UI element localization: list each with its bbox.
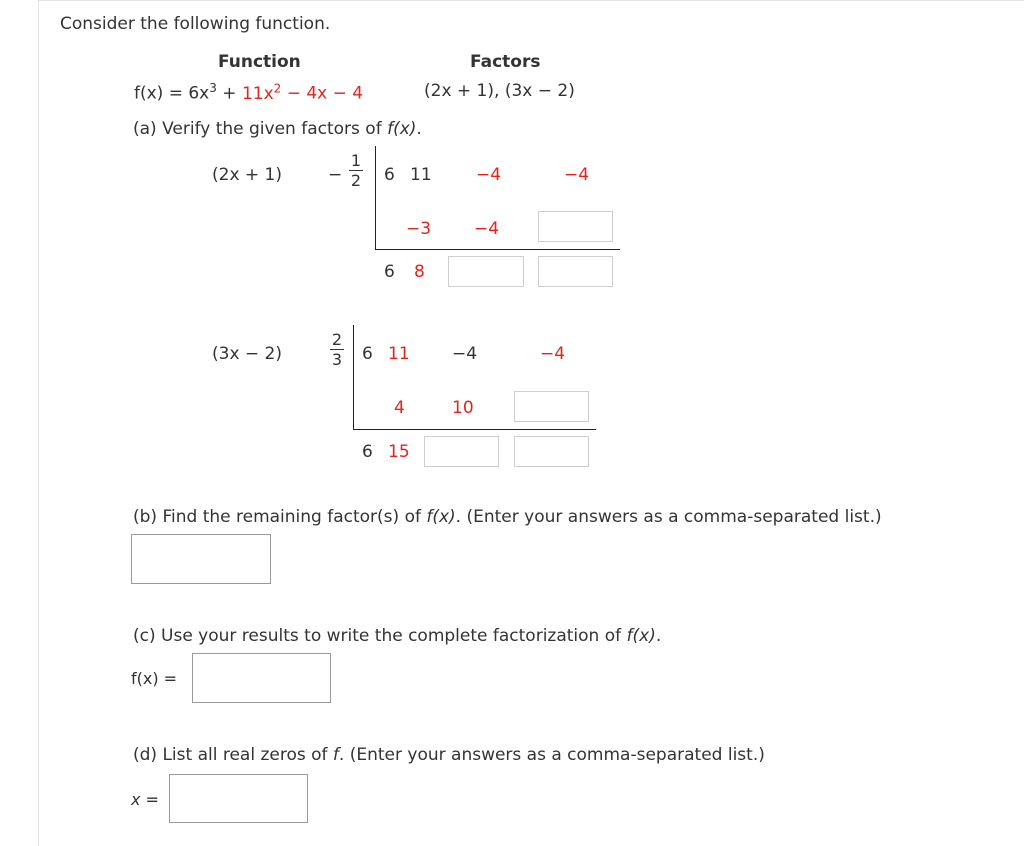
part-c-prompt: (c) Use your results to write the complete factorization of f(x). <box>133 626 662 646</box>
function-expression: $f(x) = 6x^3 + 11x^2 - 4x - 4$ <box>134 81 364 104</box>
div2-row3-input-3[interactable] <box>514 436 589 467</box>
part-c-label: f(x) = <box>131 669 178 688</box>
intro-text: Consider the following function. <box>60 14 331 34</box>
div1-row3-1: 8 <box>414 262 425 282</box>
zeros-input[interactable] <box>169 774 308 823</box>
div2-row2-input-3[interactable] <box>514 391 589 422</box>
factors-header: Factors <box>470 52 541 72</box>
part-d-label: x = <box>131 790 159 809</box>
div2-coef-1: 11 <box>388 344 410 364</box>
div1-row3-input-3[interactable] <box>538 256 613 287</box>
part-b-prompt: (b) Find the remaining factor(s) of f(x). (Enter your answers as a comma-separated list.) <box>133 507 882 527</box>
factorization-input[interactable] <box>192 653 331 703</box>
div2-divisor-fraction: 2 3 <box>331 330 343 369</box>
div1-coef-3: −4 <box>564 165 590 185</box>
factors-value: (2x + 1), (3x − 2) <box>424 81 575 101</box>
div2-coef-0: 6 <box>362 344 373 364</box>
div1-divisor-fraction: 1 2 <box>350 151 362 190</box>
div1-vertical-bar <box>375 146 376 250</box>
part-d-prompt: (d) List all real zeros of f. (Enter your answers as a comma-separated list.) <box>133 745 765 765</box>
div2-factor-label: (3x − 2) <box>212 344 283 364</box>
div1-row3-0: 6 <box>384 262 395 282</box>
remaining-factors-input[interactable] <box>131 534 271 584</box>
div2-coef-2: −4 <box>452 344 478 364</box>
div2-row3-0: 6 <box>362 442 373 462</box>
div2-vertical-bar <box>353 325 354 430</box>
div1-divisor-sign: − <box>328 165 343 185</box>
function-header: Function <box>218 52 301 72</box>
div2-coef-3: −4 <box>540 344 566 364</box>
div1-row2-1: −4 <box>474 219 500 239</box>
div2-row2-0: 4 <box>394 398 405 418</box>
div1-row2-0: −3 <box>406 219 432 239</box>
div1-horizontal-bar <box>375 249 620 250</box>
div2-row2-1: 10 <box>452 398 474 418</box>
div1-coef-0: 6 <box>384 165 395 185</box>
div2-row3-1: 15 <box>388 442 410 462</box>
div1-coef-2: −4 <box>476 165 502 185</box>
div1-row2-input-3[interactable] <box>538 211 613 242</box>
div1-factor-label: (2x + 1) <box>212 165 283 185</box>
div2-horizontal-bar <box>353 429 596 430</box>
div1-coef-1: 11 <box>410 165 432 185</box>
div2-row3-input-2[interactable] <box>424 436 499 467</box>
div1-row3-input-2[interactable] <box>448 256 524 287</box>
part-a-prompt: (a) Verify the given factors of f(x). <box>133 119 422 139</box>
